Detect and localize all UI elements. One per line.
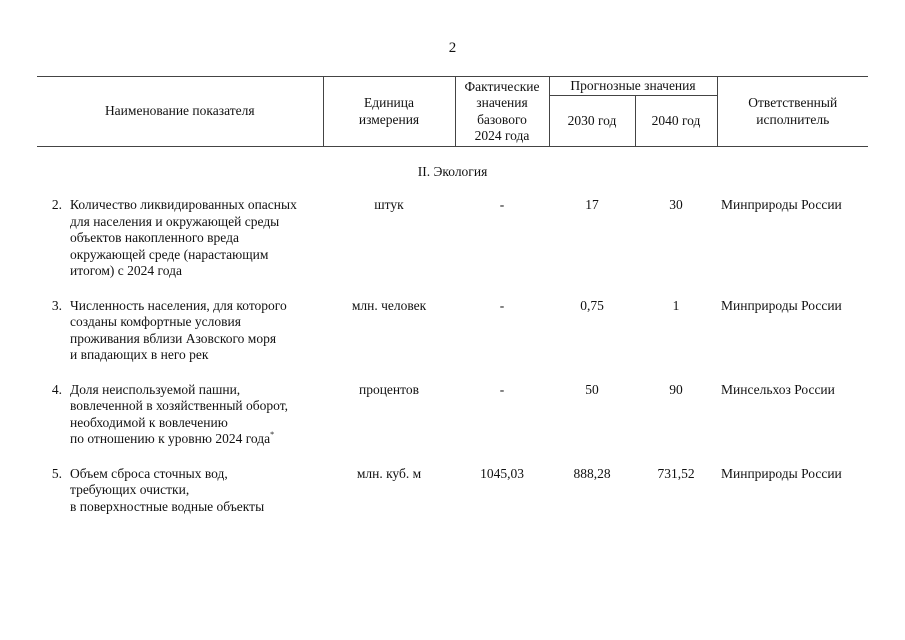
unit-value: млн. куб. м — [356, 465, 422, 481]
table-header — [37, 77, 868, 147]
header-responsible — [717, 77, 868, 147]
header-unit-line: Единица — [363, 95, 414, 110]
header-forecast-group: Прогнозные значения — [549, 77, 717, 96]
header-year-2030: 2030 год — [549, 96, 635, 147]
indicator-name — [68, 382, 323, 466]
page-number: 2 — [448, 40, 457, 56]
table-row — [37, 298, 868, 382]
section-row — [37, 147, 868, 198]
unit-value: млн. человек — [351, 297, 427, 313]
responsible-value: Минприроды России — [721, 465, 842, 481]
unit-value: штук — [374, 197, 404, 212]
base-value: - — [499, 381, 505, 397]
indicator-name-line: вовлеченной в хозяйственный оборот, — [70, 398, 288, 413]
forecast-2030-value: 17 — [585, 197, 599, 212]
indicator-name — [68, 466, 323, 534]
indicator-name-line: Численность населения, для которого — [70, 297, 287, 313]
indicator-name-line: итогом) с 2024 года — [70, 263, 182, 278]
row-number: 3. — [51, 297, 62, 313]
responsible-value: Минсельхоз России — [721, 381, 835, 397]
indicator-name-line: проживания вблизи Азовского моря — [70, 330, 277, 346]
indicator-name-line: необходимой к вовлечению — [70, 414, 228, 430]
indicator-name-line: созданы комфортные условия — [70, 314, 241, 329]
header-indicator-name: Наименование показателя — [37, 77, 323, 147]
indicator-name-line: объектов накопленного вреда — [70, 230, 239, 245]
header-actual-line: значения — [476, 95, 528, 110]
forecast-2030-value: 50 — [585, 381, 599, 397]
base-value: - — [499, 297, 505, 313]
unit-value: процентов — [358, 381, 419, 397]
header-unit-line: измерения — [358, 111, 420, 127]
table-row — [37, 382, 868, 466]
header-actual-line: 2024 года — [474, 128, 530, 143]
forecast-2040-value: 731,52 — [657, 465, 695, 481]
header-actual-values — [455, 77, 549, 147]
indicator-name-line: Количество ликвидированных опасных — [70, 197, 297, 212]
indicator-name-line: Доля неиспользуемой пашни, — [70, 381, 241, 397]
responsible-value: Минприроды России — [721, 197, 842, 212]
table-body — [37, 147, 868, 534]
header-actual-line: базового — [477, 111, 527, 127]
indicator-name — [68, 197, 323, 298]
forecast-2040-value: 90 — [669, 381, 683, 397]
indicator-name-line: Объем сброса сточных вод, — [70, 465, 228, 481]
header-unit — [323, 77, 455, 147]
section-title: II. Экология — [417, 164, 488, 179]
forecast-2040-value: 1 — [672, 297, 680, 313]
indicator-name-line: по отношению к уровню 2024 года — [70, 431, 271, 446]
indicator-name-line: требующих очистки, — [70, 482, 190, 497]
header-actual-line: Фактические — [464, 78, 540, 94]
indicator-name-line: для населения и окружающей среды — [70, 213, 280, 229]
indicator-name-line: и впадающих в него рек — [70, 347, 209, 362]
row-number: 2. — [51, 197, 62, 212]
header-responsible-line: исполнитель — [756, 111, 830, 127]
footnote-mark: * — [270, 430, 275, 439]
indicator-name-line: в поверхностные водные объекты — [70, 498, 265, 514]
row-number: 5. — [51, 465, 62, 481]
forecast-2030-value: 888,28 — [573, 465, 611, 481]
row-number: 4. — [51, 381, 62, 397]
table-row — [37, 466, 868, 534]
header-responsible-line: Ответственный — [748, 95, 838, 110]
forecast-2040-value: 30 — [669, 197, 683, 212]
indicators-table — [37, 76, 868, 533]
indicator-name-line: окружающей среде (нарастающим — [70, 246, 269, 262]
table-row — [37, 197, 868, 298]
base-value: - — [499, 197, 505, 212]
forecast-2030-value: 0,75 — [580, 297, 604, 313]
header-year-2040: 2040 год — [635, 96, 717, 147]
indicator-name — [68, 298, 323, 382]
base-value: 1045,03 — [480, 465, 524, 481]
responsible-value: Минприроды России — [721, 297, 842, 313]
